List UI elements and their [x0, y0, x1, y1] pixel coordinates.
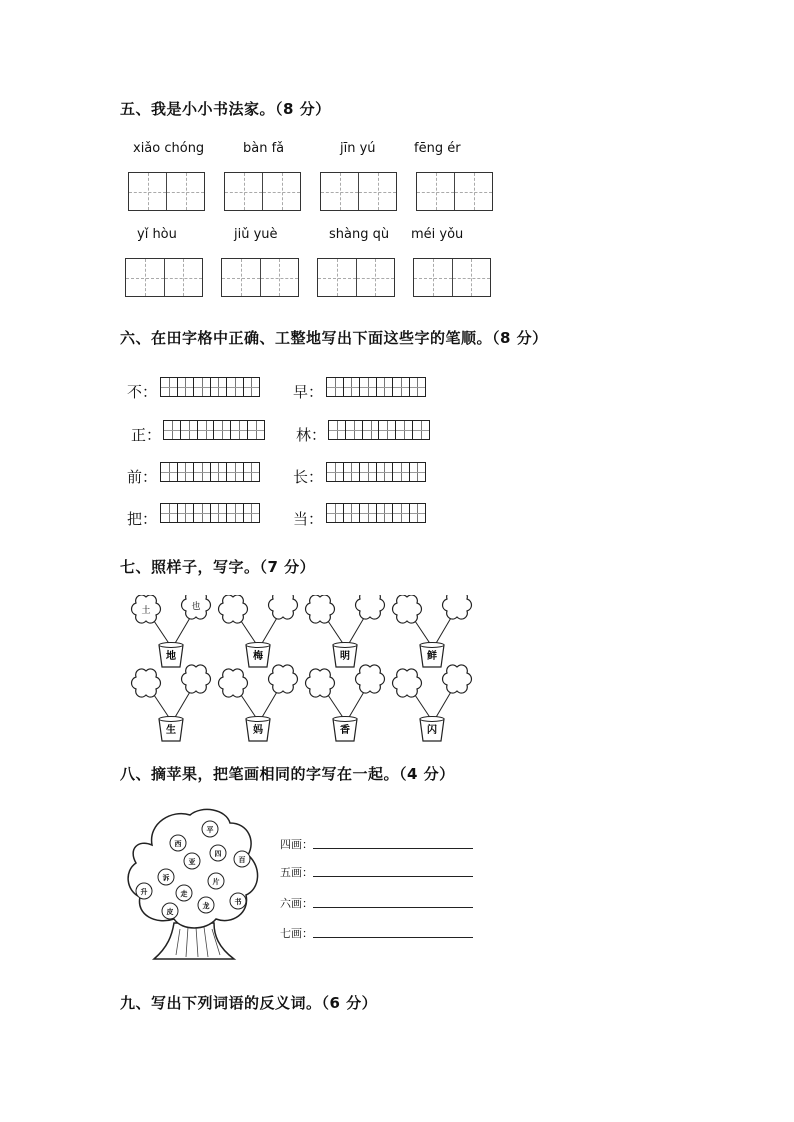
writing-grid[interactable]: [416, 172, 493, 211]
stroke-char-label: 正：: [131, 426, 162, 444]
pot-char: 生: [166, 725, 176, 736]
stroke-char-label: 长：: [293, 468, 324, 486]
answer-line[interactable]: [313, 876, 473, 877]
stroke-order-grid[interactable]: [160, 503, 260, 523]
pot-char: 地: [166, 651, 176, 662]
stroke-char-label: 林：: [296, 426, 327, 444]
answer-line[interactable]: [313, 848, 473, 849]
apple-char: 走: [180, 890, 188, 898]
stroke-char-label: 把：: [127, 510, 158, 528]
pot-char: 鲜: [427, 651, 437, 662]
example-flower-char: 也: [191, 602, 201, 612]
writing-grid[interactable]: [224, 172, 301, 211]
apple-char: 百: [238, 856, 246, 864]
section-8-heading: 八、摘苹果，把笔画相同的字写在一起。（4 分）: [120, 765, 455, 783]
stroke-char-label: 早：: [293, 383, 324, 401]
writing-grid[interactable]: [125, 258, 203, 297]
stroke-order-grid[interactable]: [326, 462, 426, 482]
pinyin-label: jīn yú: [340, 141, 376, 156]
pot-char: 妈: [253, 725, 263, 736]
pinyin-label: shàng qù: [329, 227, 390, 242]
writing-grid[interactable]: [128, 172, 205, 211]
section-9-heading: 九、写出下列词语的反义词。（6 分）: [120, 994, 378, 1012]
pinyin-label: bàn fǎ: [243, 141, 285, 156]
pinyin-label: yǐ hòu: [137, 227, 177, 242]
section-6-heading: 六、在田字格中正确、工整地写出下面这些字的笔顺。（8 分）: [120, 329, 548, 347]
pot-char: 明: [340, 651, 350, 662]
pinyin-label: fēng ér: [414, 141, 461, 156]
answer-line[interactable]: [313, 907, 473, 908]
writing-grid[interactable]: [221, 258, 299, 297]
stroke-order-grid[interactable]: [326, 503, 426, 523]
pinyin-label: jiǔ yuè: [234, 227, 278, 242]
apple-char: 书: [234, 898, 242, 906]
stroke-count-label: 五画：: [280, 866, 313, 879]
apple-char: 诉: [162, 874, 170, 882]
pot-char: 梅: [253, 651, 263, 662]
apple-char: 四: [214, 850, 222, 858]
writing-grid[interactable]: [317, 258, 395, 297]
writing-grid[interactable]: [320, 172, 397, 211]
flower-pots-illustration: [120, 595, 490, 745]
stroke-char-label: 前：: [127, 468, 158, 486]
stroke-order-grid[interactable]: [160, 377, 260, 397]
stroke-order-grid[interactable]: [160, 462, 260, 482]
stroke-count-label: 七画：: [280, 927, 313, 940]
apple-char: 片: [212, 878, 220, 886]
apple-char: 西: [174, 840, 182, 848]
section-7-heading: 七、照样子，写字。（7 分）: [120, 558, 316, 576]
stroke-char-label: 不：: [127, 383, 158, 401]
apple-char: 平: [206, 826, 214, 834]
apple-char: 龙: [202, 902, 210, 910]
stroke-order-grid[interactable]: [326, 377, 426, 397]
apple-char: 皮: [166, 908, 174, 916]
stroke-char-label: 当：: [293, 510, 324, 528]
stroke-count-label: 四画：: [280, 838, 313, 851]
section-5-heading: 五、我是小小书法家。（8 分）: [120, 100, 331, 118]
example-flower-char: 土: [141, 606, 151, 616]
stroke-order-grid[interactable]: [163, 420, 265, 440]
apple-tree-illustration: [122, 805, 272, 965]
apple-char: 升: [140, 888, 148, 896]
pinyin-label: xiǎo chóng: [133, 141, 205, 156]
apple-char: 亚: [188, 858, 196, 866]
pinyin-label: méi yǒu: [411, 227, 464, 242]
writing-grid[interactable]: [413, 258, 491, 297]
stroke-order-grid[interactable]: [328, 420, 430, 440]
stroke-count-label: 六画：: [280, 897, 313, 910]
pot-char: 香: [340, 725, 350, 736]
answer-line[interactable]: [313, 937, 473, 938]
pot-char: 闪: [427, 725, 437, 736]
